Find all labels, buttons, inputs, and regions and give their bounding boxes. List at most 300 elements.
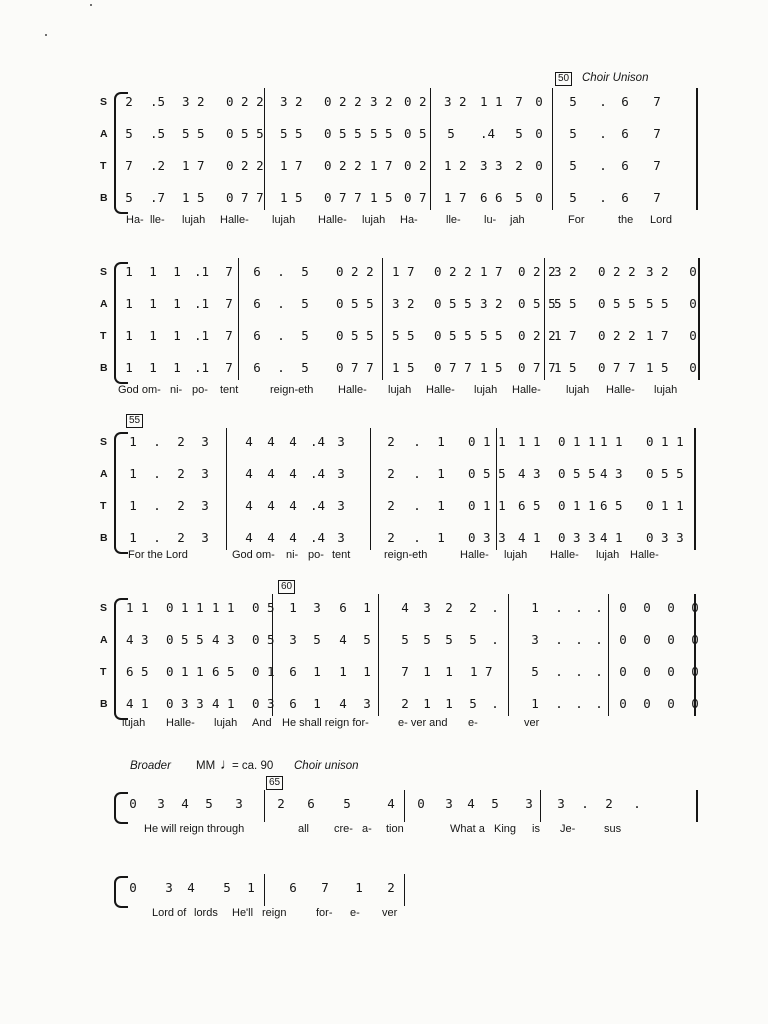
note: 1 7 (444, 190, 467, 205)
note: 4 (289, 466, 297, 481)
note: . (595, 664, 603, 679)
note: 5 5 (182, 126, 205, 141)
lyric-syllable: ver (382, 907, 398, 919)
rehearsal-mark: 50 (555, 72, 572, 86)
note: 3 (531, 632, 539, 647)
note: 6 (253, 264, 261, 279)
note: . (491, 632, 499, 647)
lyric-syllable: He shall reign for- (282, 717, 369, 729)
note: 4 (187, 880, 195, 895)
lyric-syllable: For the Lord (128, 549, 188, 561)
lyric-syllable: Halle- (460, 549, 489, 561)
barline (404, 790, 405, 822)
note: 1 (313, 664, 321, 679)
note: 4 (181, 796, 189, 811)
voice-label: S (100, 436, 108, 448)
note: 0 (417, 796, 425, 811)
note: 1 5 (370, 190, 393, 205)
note: 2 (177, 530, 185, 545)
note: . (599, 126, 607, 141)
note: 6 5 (600, 498, 623, 513)
note: .1 (194, 296, 210, 311)
voice-label: S (100, 602, 108, 614)
barline (404, 874, 405, 906)
note: 5 5 (370, 126, 393, 141)
voice-label: T (100, 160, 107, 172)
note: 0 (667, 632, 675, 647)
note: 1 7 (182, 158, 205, 173)
note: .5 (150, 126, 166, 141)
tempo-value: = ca. 90 (232, 760, 274, 772)
note: 4 3 (518, 466, 541, 481)
note: 0 1 1 (468, 434, 506, 449)
note: 0 (689, 264, 697, 279)
note: 0 (619, 664, 627, 679)
note: 1 (423, 664, 431, 679)
note: 0 1 1 (166, 664, 204, 679)
note: 7 (225, 264, 233, 279)
note: 6 5 (212, 664, 235, 679)
note: 0 5 5 (434, 296, 472, 311)
lyric-syllable: lujah (504, 549, 528, 561)
note: 2 (469, 600, 477, 615)
note: 7 (515, 94, 523, 109)
note: .4 (310, 434, 326, 449)
note: .5 (150, 94, 166, 109)
barline (264, 874, 265, 906)
paper-speck (45, 34, 47, 36)
note: 3 (201, 530, 209, 545)
note: 1 (125, 296, 133, 311)
note: 0 (691, 664, 699, 679)
note: 0 (535, 190, 543, 205)
note: 6 (621, 190, 629, 205)
note: 5 (569, 126, 577, 141)
note: 0 5 (252, 600, 275, 615)
note: 6 (253, 360, 261, 375)
note: 0 2 2 (226, 94, 264, 109)
note: 3 3 (480, 158, 503, 173)
lyric-syllable: lle- (150, 214, 165, 226)
lyric-syllable: lujah (566, 384, 590, 396)
note: 1 (129, 498, 137, 513)
note: 7 (225, 328, 233, 343)
note: 1 5 (554, 360, 577, 375)
rehearsal-mark: 55 (126, 414, 143, 428)
note: 1 5 (392, 360, 415, 375)
note: . (153, 530, 161, 545)
note: 6 (289, 664, 297, 679)
lyric-syllable: ver (524, 717, 540, 729)
note: 4 (267, 466, 275, 481)
note: 4 3 (212, 632, 235, 647)
note: 1 (149, 264, 157, 279)
lyrics-line (122, 822, 702, 836)
note: 2 (277, 796, 285, 811)
note: 0 7 7 (518, 360, 556, 375)
note: 0 2 2 (518, 264, 556, 279)
lyric-syllable: jah (510, 214, 525, 226)
note: 0 2 2 (324, 94, 362, 109)
lyric-syllable: reign-eth (384, 549, 428, 561)
barline (694, 428, 696, 550)
note: 5 (313, 632, 321, 647)
note: 1 5 (280, 190, 303, 205)
note: 1 7 (646, 328, 669, 343)
note: 4 (245, 530, 253, 545)
note: . (153, 466, 161, 481)
note: 0 1 1 (646, 498, 684, 513)
note: 0 2 2 (324, 158, 362, 173)
note: 2 (125, 94, 133, 109)
note: 0 1 (252, 664, 275, 679)
note: 0 5 5 (226, 126, 264, 141)
note: 1 (173, 296, 181, 311)
note: 0 1 1 (558, 434, 596, 449)
note: 6 6 (480, 190, 503, 205)
note: . (599, 94, 607, 109)
note: 5 (301, 264, 309, 279)
voice-label: T (100, 666, 107, 678)
note: 1 7 (554, 328, 577, 343)
lyric-syllable: tent (332, 549, 351, 561)
note: 5 5 (392, 328, 415, 343)
note: 0 7 7 (434, 360, 472, 375)
note: 4 (267, 434, 275, 449)
note: 4 (401, 600, 409, 615)
note: . (277, 296, 285, 311)
barline (430, 88, 431, 210)
note: . (413, 466, 421, 481)
note: 5 (469, 632, 477, 647)
lyric-syllable: the (618, 214, 634, 226)
note: 5 (125, 190, 133, 205)
note: 0 5 5 (166, 632, 204, 647)
note: 1 (437, 530, 445, 545)
note: 3 (313, 600, 321, 615)
note: .1 (194, 328, 210, 343)
note: 1 (437, 466, 445, 481)
note: 0 (667, 696, 675, 711)
unison-line-2 (100, 874, 705, 934)
note: 5 (401, 632, 409, 647)
note: 0 (691, 696, 699, 711)
note: . (555, 696, 563, 711)
note: 5 (423, 632, 431, 647)
note: . (491, 600, 499, 615)
lyric-syllable: tion (386, 823, 404, 835)
system-4 (100, 581, 705, 744)
note: 0 3 3 (166, 696, 204, 711)
lyric-syllable: reign-eth (270, 384, 314, 396)
note: 5 (343, 796, 351, 811)
note: .1 (194, 264, 210, 279)
note: 3 (201, 498, 209, 513)
lyric-syllable: e- (468, 717, 478, 729)
voice-label: S (100, 96, 108, 108)
note: 3 2 (444, 94, 467, 109)
lyric-syllable: lujah (272, 214, 296, 226)
note: 2 (515, 158, 523, 173)
lyrics-line (122, 906, 522, 920)
note: . (599, 158, 607, 173)
voice-label: B (100, 698, 108, 710)
note: 4 (289, 434, 297, 449)
lyric-syllable: He'll (232, 907, 254, 919)
note: 1 1 (212, 600, 235, 615)
lyric-syllable: lu- (484, 214, 497, 226)
lyrics-line (122, 213, 702, 227)
note: 1 (129, 434, 137, 449)
note: .4 (310, 466, 326, 481)
note: 1 (423, 696, 431, 711)
note: 6 (289, 880, 297, 895)
note: 0 3 3 (558, 530, 596, 545)
note: 6 (253, 328, 261, 343)
note: 7 (321, 880, 329, 895)
lyric-syllable: He will reign through (144, 823, 245, 835)
note: 1 1 (480, 94, 503, 109)
note: . (153, 498, 161, 513)
barline (696, 88, 698, 210)
note: 1 (125, 360, 133, 375)
note: 1 (355, 880, 363, 895)
note: 0 5 5 (324, 126, 362, 141)
note: 0 (619, 632, 627, 647)
voice-label: T (100, 500, 107, 512)
note: 1 (437, 498, 445, 513)
note: 4 3 (600, 466, 623, 481)
note: 0 2 2 (518, 328, 556, 343)
lyric-syllable: reign (262, 907, 287, 919)
note: 0 7 (404, 190, 427, 205)
lyric-syllable: Halle- (426, 384, 455, 396)
note: 0 (535, 158, 543, 173)
note: 1 (125, 328, 133, 343)
note: 2 (445, 600, 453, 615)
note: . (575, 632, 583, 647)
note: . (277, 360, 285, 375)
tempo-prefix: MM (196, 760, 216, 772)
note: 4 (245, 434, 253, 449)
note: 5 (569, 190, 577, 205)
note: 2 (177, 498, 185, 513)
note: 4 (267, 530, 275, 545)
rehearsal-mark: 65 (266, 776, 283, 790)
unison-line-1 (100, 777, 705, 850)
note: 0 5 5 (336, 296, 374, 311)
note: 0 5 5 (558, 466, 596, 481)
barline (552, 88, 553, 210)
note: 7 (225, 296, 233, 311)
lyric-syllable: Halle- (318, 214, 347, 226)
note: 2 (177, 466, 185, 481)
lyric-syllable: Lord (650, 214, 673, 226)
note: 5 (447, 126, 455, 141)
lyric-syllable: Je- (560, 823, 576, 835)
note: . (277, 264, 285, 279)
lyric-syllable: sus (604, 823, 622, 835)
note: 1 (363, 600, 371, 615)
note: . (575, 696, 583, 711)
note: 0 5 5 (646, 466, 684, 481)
note: 0 3 3 (646, 530, 684, 545)
note: . (413, 434, 421, 449)
lyric-syllable: lujah (214, 717, 238, 729)
note: 6 (307, 796, 315, 811)
note: . (413, 498, 421, 513)
lyrics-line (122, 716, 702, 730)
note: . (555, 632, 563, 647)
rehearsal-mark: 60 (278, 580, 295, 594)
note: 5 (125, 126, 133, 141)
note: 6 (253, 296, 261, 311)
barline (370, 428, 371, 550)
direction-text: Broader (130, 760, 171, 772)
note: . (153, 434, 161, 449)
voice-label: T (100, 330, 107, 342)
note: 5 (301, 296, 309, 311)
note: 7 (653, 190, 661, 205)
note: 0 (643, 600, 651, 615)
note: 5 (445, 632, 453, 647)
note: . (555, 600, 563, 615)
direction-text: Choir unison (294, 760, 359, 772)
lyric-syllable: Ha- (126, 214, 144, 226)
note: 1 (129, 466, 137, 481)
note: . (595, 696, 603, 711)
note: 3 2 (480, 296, 503, 311)
note: 0 (689, 360, 697, 375)
note: 0 (689, 328, 697, 343)
note: 3 2 (280, 94, 303, 109)
note: 1 5 (646, 360, 669, 375)
note: 1 2 (444, 158, 467, 173)
note: 3 2 (646, 264, 669, 279)
note: .2 (150, 158, 166, 173)
note: .7 (150, 190, 166, 205)
note: 3 2 (182, 94, 205, 109)
note: 1 (173, 264, 181, 279)
note: 4 1 (518, 530, 541, 545)
note: 2 (387, 530, 395, 545)
note: 2 (605, 796, 613, 811)
note: 3 (423, 600, 431, 615)
note: 6 (339, 600, 347, 615)
note: 0 (667, 600, 675, 615)
note: 1 (437, 434, 445, 449)
lyric-syllable: God om- (232, 549, 275, 561)
lyric-syllable: Halle- (220, 214, 249, 226)
note: 7 (401, 664, 409, 679)
note: 4 (289, 498, 297, 513)
barline (226, 428, 227, 550)
note: 1 7 (392, 264, 415, 279)
note: 0 (691, 600, 699, 615)
note: 1 7 (470, 664, 493, 679)
note: 1 (289, 600, 297, 615)
barline (378, 594, 379, 716)
note: 0 (129, 796, 137, 811)
lyric-syllable: And (252, 717, 272, 729)
note: 6 (621, 126, 629, 141)
voice-label: B (100, 362, 108, 374)
note: . (633, 796, 641, 811)
note: 1 (363, 664, 371, 679)
note: 3 (445, 796, 453, 811)
note: 4 1 (126, 696, 149, 711)
note: 1 5 (480, 360, 503, 375)
note: 1 7 (280, 158, 303, 173)
note: 5 (469, 696, 477, 711)
note: 6 (621, 158, 629, 173)
note: . (581, 796, 589, 811)
note: 5 5 (480, 328, 503, 343)
note: 1 (125, 264, 133, 279)
note: 5 5 (280, 126, 303, 141)
note: 0 (535, 126, 543, 141)
voice-label: B (100, 532, 108, 544)
note: 3 (363, 696, 371, 711)
note: 3 (525, 796, 533, 811)
note: 0 3 (252, 696, 275, 711)
note: 1 7 (370, 158, 393, 173)
note: 3 (235, 796, 243, 811)
note: .4 (480, 126, 496, 141)
note: . (277, 328, 285, 343)
lyric-syllable: lle- (446, 214, 461, 226)
note: 3 (337, 434, 345, 449)
note: 3 (201, 466, 209, 481)
note: 1 1 (600, 434, 623, 449)
note: 7 (653, 126, 661, 141)
barline (508, 594, 509, 716)
voice-label: S (100, 266, 108, 278)
voice-label: A (100, 298, 108, 310)
note: 2 (387, 466, 395, 481)
lyric-syllable: a- (362, 823, 372, 835)
lyric-syllable: What a (450, 823, 485, 835)
note: 1 (247, 880, 255, 895)
direction-text: Choir Unison (582, 72, 649, 84)
note: 1 5 (182, 190, 205, 205)
note: 5 (515, 190, 523, 205)
system-1 (100, 72, 705, 238)
lyric-syllable: King (494, 823, 517, 835)
note: 0 1 1 (468, 498, 506, 513)
lyric-syllable: e- ver and (398, 717, 448, 729)
lyrics-line (122, 548, 702, 562)
note: 5 (569, 158, 577, 173)
note: 1 (129, 530, 137, 545)
note: . (575, 664, 583, 679)
lyric-syllable: po- (308, 549, 324, 561)
note: 0 5 5 (598, 296, 636, 311)
lyric-syllable: lujah (122, 717, 146, 729)
lyric-syllable: For (568, 214, 585, 226)
note: 4 (339, 696, 347, 711)
note: 1 (173, 328, 181, 343)
note: 0 7 7 (598, 360, 636, 375)
note: 7 (125, 158, 133, 173)
note: 4 (289, 530, 297, 545)
note: . (595, 600, 603, 615)
lyric-syllable: is (532, 823, 540, 835)
note: 5 (531, 664, 539, 679)
note: 5 (491, 796, 499, 811)
voice-label: A (100, 634, 108, 646)
lyric-syllable: Halle- (630, 549, 659, 561)
